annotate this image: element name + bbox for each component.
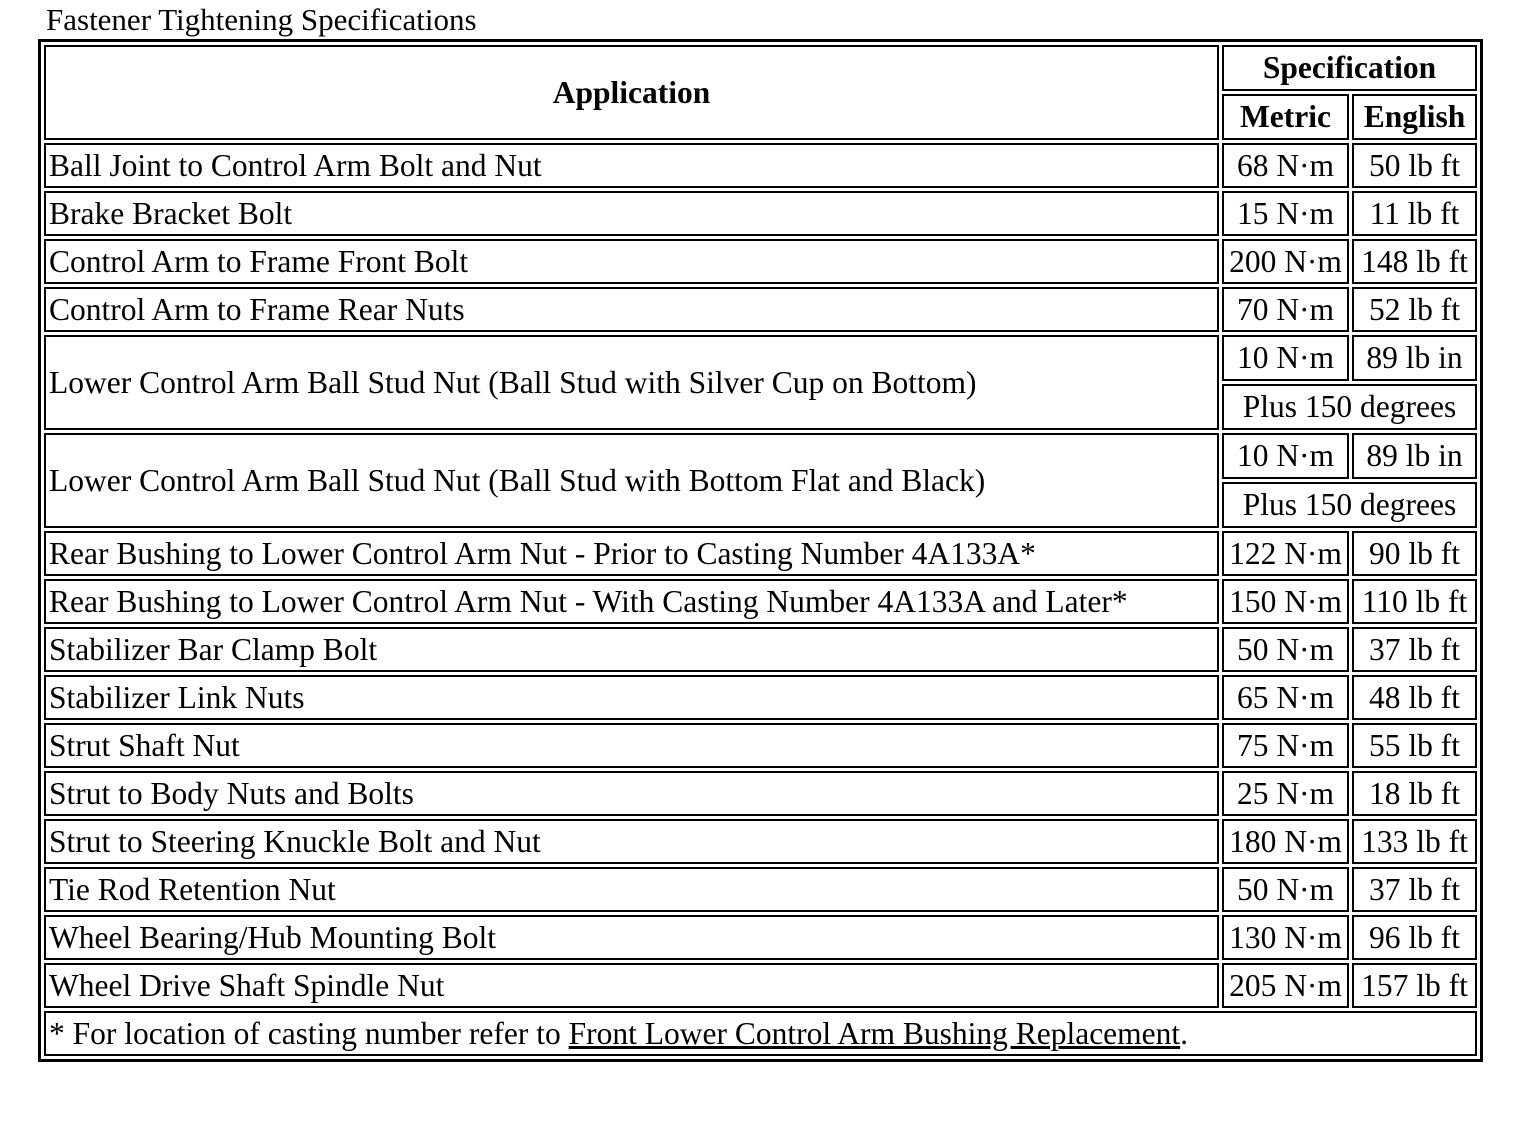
table-row — [44, 191, 1477, 236]
metric-cell: 65 N·m — [1222, 675, 1349, 720]
english-cell: 52 lb ft — [1352, 287, 1477, 332]
metric-cell: 50 N·m — [1222, 627, 1349, 672]
table-row — [44, 963, 1477, 1008]
metric-cell: 205 N·m — [1222, 963, 1349, 1008]
metric-cell: 130 N·m — [1222, 915, 1349, 960]
table-row — [44, 143, 1477, 188]
application-cell: Lower Control Arm Ball Stud Nut (Ball Stud with Silver Cup on Bottom) — [44, 335, 1219, 430]
english-cell: 133 lb ft — [1352, 819, 1477, 864]
application-cell: Control Arm to Frame Rear Nuts — [44, 287, 1219, 332]
application-cell: Strut to Body Nuts and Bolts — [44, 771, 1219, 816]
table-row — [44, 287, 1477, 332]
metric-cell: 15 N·m — [1222, 191, 1349, 236]
application-cell: Strut Shaft Nut — [44, 723, 1219, 768]
metric-cell: 10 N·m — [1222, 335, 1349, 381]
english-cell: 90 lb ft — [1352, 531, 1477, 576]
table-row — [44, 433, 1477, 479]
english-cell: 110 lb ft — [1352, 579, 1477, 624]
table-row — [44, 239, 1477, 284]
english-cell: 96 lb ft — [1352, 915, 1477, 960]
header-metric: Metric — [1222, 94, 1349, 140]
header-specification: Specification — [1222, 45, 1477, 91]
table-row — [44, 531, 1477, 576]
footnote-text: * For location of casting number refer to — [49, 1015, 569, 1051]
metric-cell: 70 N·m — [1222, 287, 1349, 332]
table-row — [44, 723, 1477, 768]
english-cell: 55 lb ft — [1352, 723, 1477, 768]
application-cell: Tie Rod Retention Nut — [44, 867, 1219, 912]
english-cell: 157 lb ft — [1352, 963, 1477, 1008]
header-application: Application — [44, 45, 1219, 140]
footnote-cell — [44, 1011, 1477, 1056]
english-cell: 11 lb ft — [1352, 191, 1477, 236]
metric-cell: 25 N·m — [1222, 771, 1349, 816]
header-english: English — [1352, 94, 1477, 140]
metric-cell: 180 N·m — [1222, 819, 1349, 864]
english-cell: 48 lb ft — [1352, 675, 1477, 720]
metric-cell: 50 N·m — [1222, 867, 1349, 912]
application-cell: Rear Bushing to Lower Control Arm Nut - Prior to Casting Number 4A133A* — [44, 531, 1219, 576]
metric-cell: 10 N·m — [1222, 433, 1349, 479]
english-cell: 89 lb in — [1352, 433, 1477, 479]
table-row — [44, 771, 1477, 816]
english-cell: 89 lb in — [1352, 335, 1477, 381]
footnote-row — [44, 1011, 1477, 1056]
english-cell: 148 lb ft — [1352, 239, 1477, 284]
application-cell: Stabilizer Bar Clamp Bolt — [44, 627, 1219, 672]
bushing-replacement-link[interactable]: Front Lower Control Arm Bushing Replacement — [568, 1015, 1181, 1051]
table-row — [44, 627, 1477, 672]
application-cell: Strut to Steering Knuckle Bolt and Nut — [44, 819, 1219, 864]
metric-cell: 75 N·m — [1222, 723, 1349, 768]
table-row — [44, 675, 1477, 720]
metric-cell: 200 N·m — [1222, 239, 1349, 284]
table-row — [44, 335, 1477, 381]
metric-cell: 68 N·m — [1222, 143, 1349, 188]
english-cell: 50 lb ft — [1352, 143, 1477, 188]
angle-spec-cell: Plus 150 degrees — [1222, 482, 1477, 528]
application-cell: Wheel Drive Shaft Spindle Nut — [44, 963, 1219, 1008]
application-cell: Control Arm to Frame Front Bolt — [44, 239, 1219, 284]
table-caption: Fastener Tightening Specifications — [46, 2, 477, 37]
table-row — [44, 867, 1477, 912]
application-cell: Stabilizer Link Nuts — [44, 675, 1219, 720]
footnote-suffix: . — [1180, 1015, 1189, 1051]
fastener-spec-table — [38, 39, 1483, 1062]
angle-spec-cell: Plus 150 degrees — [1222, 384, 1477, 430]
table-row — [44, 915, 1477, 960]
application-cell: Ball Joint to Control Arm Bolt and Nut — [44, 143, 1219, 188]
application-cell: Brake Bracket Bolt — [44, 191, 1219, 236]
english-cell: 37 lb ft — [1352, 867, 1477, 912]
english-cell: 18 lb ft — [1352, 771, 1477, 816]
metric-cell: 122 N·m — [1222, 531, 1349, 576]
english-cell: 37 lb ft — [1352, 627, 1477, 672]
application-cell: Rear Bushing to Lower Control Arm Nut - With Casting Number 4A133A and Later* — [44, 579, 1219, 624]
table-row — [44, 579, 1477, 624]
application-cell: Wheel Bearing/Hub Mounting Bolt — [44, 915, 1219, 960]
table-row — [44, 819, 1477, 864]
metric-cell: 150 N·m — [1222, 579, 1349, 624]
application-cell: Lower Control Arm Ball Stud Nut (Ball Stud with Bottom Flat and Black) — [44, 433, 1219, 528]
